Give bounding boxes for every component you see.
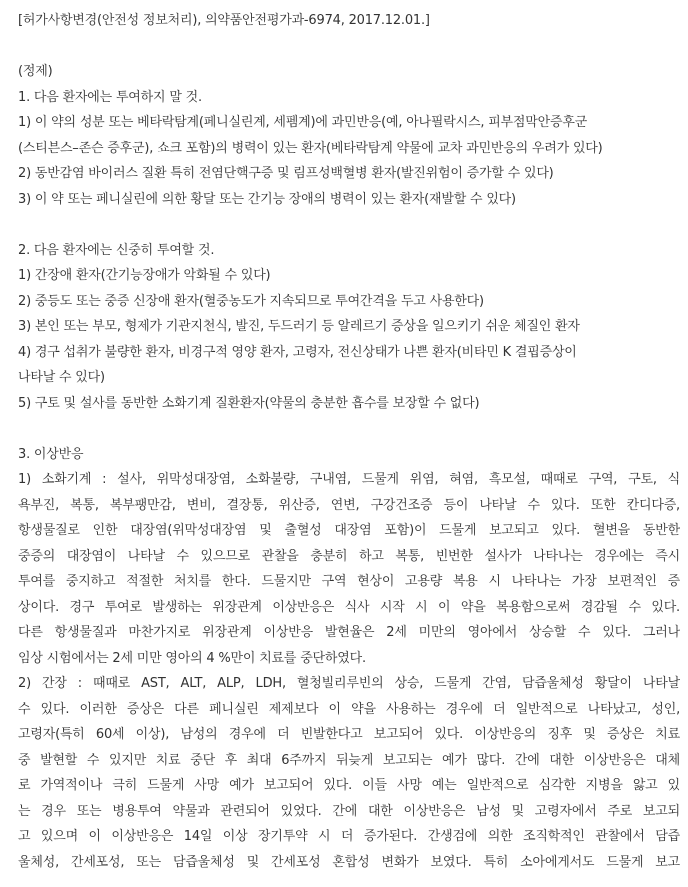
spacer bbox=[18, 212, 680, 238]
contraindication-line: (스티븐스–존슨 증후군), 쇼크 포함)의 병력이 있는 환자(베타락탐계 약물에 교차 과민반응의 우려가 있다) bbox=[18, 140, 603, 156]
adverse-reaction-line: 1) 소화기계 : 설사, 위막성대장염, 소화불량, 구내염, 드물게 위염, 혀염, 흑모설, 때때로 구역, 구토, 식 bbox=[18, 472, 680, 487]
adverse-reaction-line: 임상 시험에서는 2세 미만 영아의 4 %만이 치료를 중단하였다. bbox=[18, 650, 366, 666]
contraindications-title: 1. 다음 환자에는 투여하지 말 것. bbox=[18, 89, 202, 105]
adverse-reaction-line: 욕부진, 복통, 복부팽만감, 변비, 결장통, 위산증, 연변, 구강건조증 등이 나타날 수 있다. 또한 칸디다증, bbox=[18, 497, 680, 513]
adverse-reaction-line: 다른 항생물질과 마찬가지로 위장관계 이상반응 발현율은 2세 미만의 영아에서 상승할 수 있다. 그러나 bbox=[18, 625, 680, 640]
contraindication-line: 2) 동반감염 바이러스 질환 특히 전염단핵구증 및 림프성백혈병 환자(발진위험이 증가할 수 있다) bbox=[18, 166, 554, 181]
section-title: (정제) bbox=[18, 64, 53, 79]
adverse-reaction-line: 2) 간장 : 때때로 AST, ALT, ALP, LDH, 혈청빌리루빈의 상승, 드물게 간염, 담즙울체성 황달이 나타날 bbox=[18, 676, 680, 691]
adverse-reaction-line: 고령자(특히 60세 이상), 남성의 경우에 더 빈발한다고 보고되어 있다. 이상반응의 징후 및 증상은 치료 bbox=[18, 727, 680, 742]
spacer bbox=[18, 416, 680, 442]
adverse-reaction-line: 중증의 대장염이 나타날 수 있으므로 관찰을 충분히 하고 복통, 빈번한 설사가 나타나는 경우에는 즉시 bbox=[18, 548, 680, 564]
document-body bbox=[18, 8, 680, 875]
adverse-reaction-line: 중 발현할 수 있지만 치료 중단 후 최대 6주까지 뒤늦게 보고되는 예가 많다. 간에 대한 이상반응은 대체 bbox=[18, 752, 680, 768]
careful-use-line: 나타날 수 있다) bbox=[18, 370, 105, 385]
revision-header: [허가사항변경(안전성 정보처리), 의약품안전평가과-6974, 2017.12.01.] bbox=[18, 13, 430, 28]
adverse-reaction-line: 투여를 중지하고 적절한 처치를 한다. 드물지만 구역 현상이 고용량 복용 시 나타나는 가장 보편적인 증 bbox=[18, 574, 680, 589]
adverse-reaction-line: 상이다. 경구 투여로 발생하는 위장관계 이상반응은 식사 시작 시 이 약을 복용함으로써 경감될 수 있다. bbox=[18, 599, 680, 615]
contraindication-line: 3) 이 약 또는 페니실린에 의한 황달 또는 간기능 장애의 병력이 있는 환자(재발할 수 있다) bbox=[18, 191, 516, 207]
adverse-reaction-line: 수 있다. 이러한 증상은 다른 페니실린 제제보다 이 약을 사용하는 경우에 더 일반적으로 나타났고, 성인, bbox=[18, 701, 680, 717]
careful-use-line: 1) 간장애 환자(간기능장애가 악화될 수 있다) bbox=[18, 268, 271, 283]
careful-use-line: 3) 본인 또는 부모, 형제가 기관지천식, 발진, 두드러기 등 알레르기 증상을 일으키기 쉬운 체질인 환자 bbox=[18, 319, 580, 334]
careful-use-line: 5) 구토 및 설사를 동반한 소화기계 질환환자(약물의 충분한 흡수를 보장할 수 없다) bbox=[18, 395, 480, 411]
adverse-reaction-line: 항생물질로 인한 대장염(위막성대장염 및 출혈성 대장염 포함)이 드물게 보고되고 있다. 혈변을 동반한 bbox=[18, 523, 680, 538]
adverse-reaction-line: 는 경우 또는 병용투여 약물과 관련되어 있었다. 간에 대한 이상반응은 남성 및 고령자에서 주로 보고되 bbox=[18, 803, 680, 819]
careful-use-title: 2. 다음 환자에는 신중히 투여할 것. bbox=[18, 242, 215, 258]
careful-use-line: 2) 중등도 또는 중증 신장애 환자(혈중농도가 지속되므로 투여간격을 두고 사용한다) bbox=[18, 293, 484, 309]
spacer bbox=[18, 34, 680, 60]
adverse-reaction-line: 고 있으며 이 이상반응은 14일 이상 장기투약 시 더 증가된다. 간생검에 의한 조직학적인 관찰에서 담즙 bbox=[18, 829, 680, 844]
adverse-reactions-title: 3. 이상반응 bbox=[18, 446, 84, 462]
adverse-reaction-line: 로 가역적이나 극히 드물게 사망 예가 보고되어 있다. 이들 사망 예는 일반적으로 심각한 지병을 앓고 있 bbox=[18, 778, 680, 793]
contraindication-line: 1) 이 약의 성분 또는 베타락탐계(페니실린계, 세펨계)에 과민반응(예, 아나필락시스, 피부점막안증후군 bbox=[18, 115, 588, 130]
adverse-reaction-line: 울체성, 간세포성, 또는 담즙울체성 및 간세포성 혼합성 변화가 보였다. 특히 소아에게서도 드물게 보고 bbox=[18, 854, 680, 870]
careful-use-line: 4) 경구 섭취가 불량한 환자, 비경구적 영양 환자, 고령자, 전신상태가 나쁜 환자(비타민 K 결핍증상이 bbox=[18, 344, 577, 360]
